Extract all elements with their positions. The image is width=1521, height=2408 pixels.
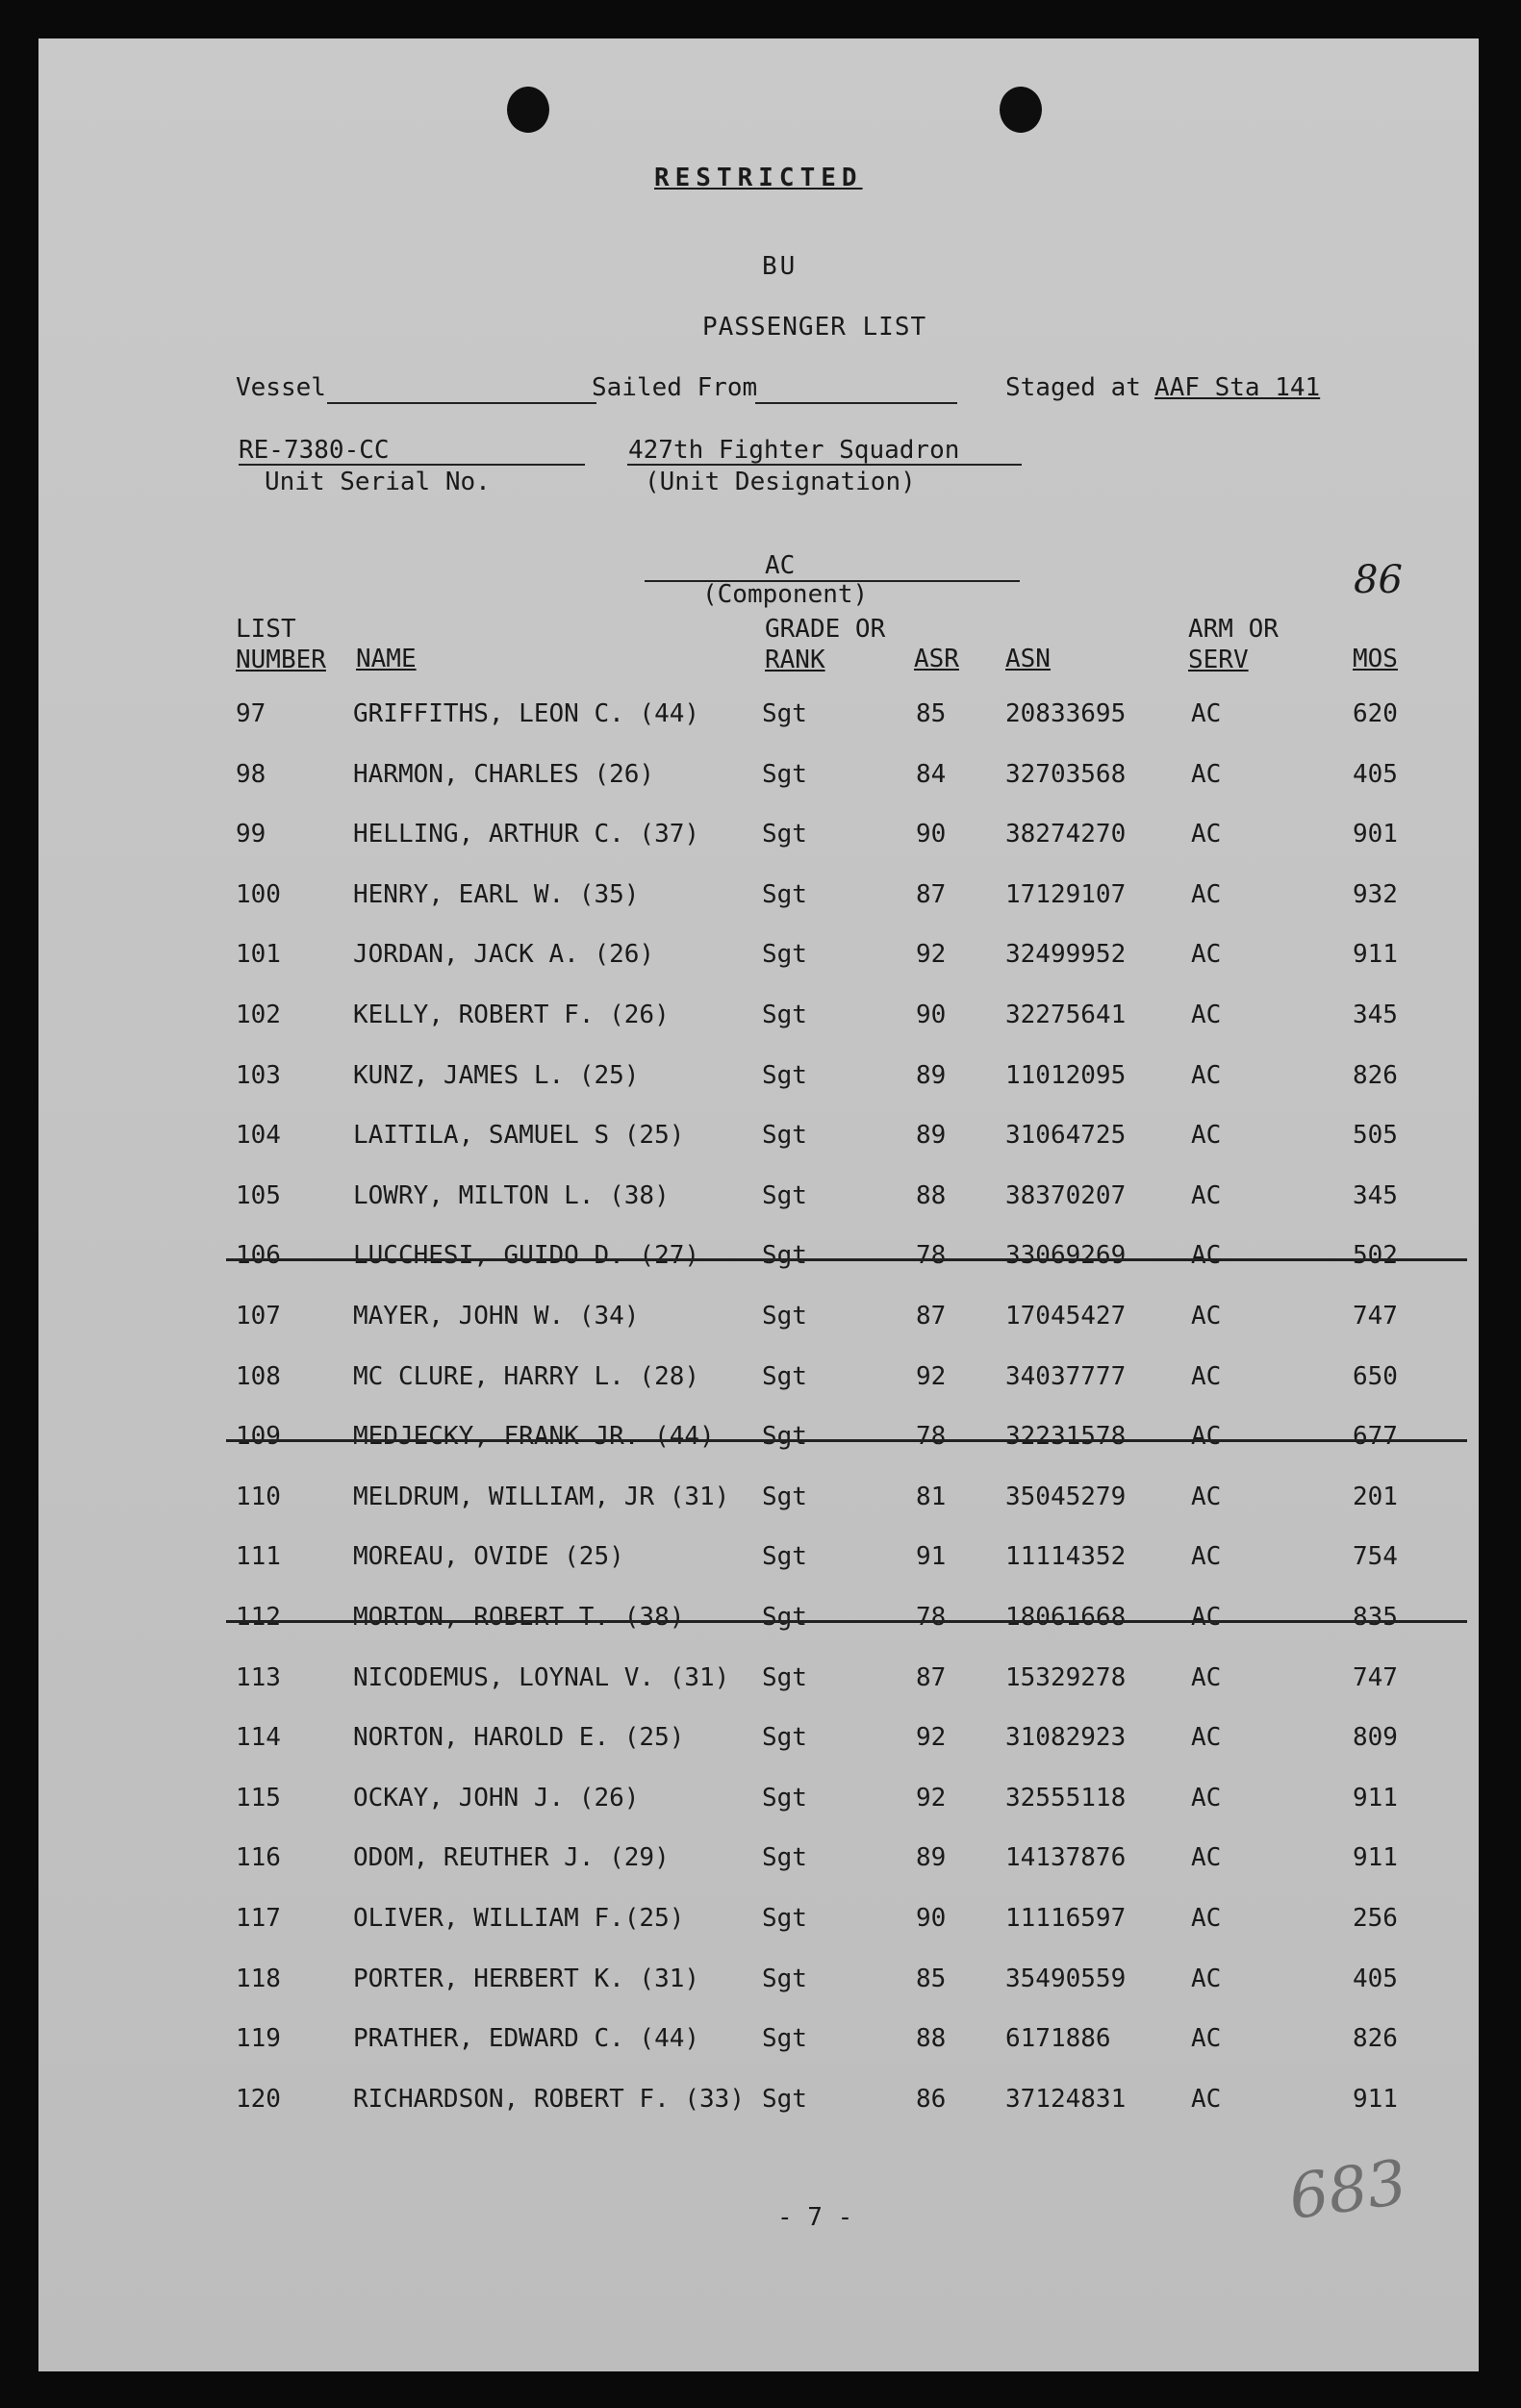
table-row (38, 1542, 1479, 1581)
row-asn: 32275641 (1005, 1001, 1127, 1029)
row-asr: 87 (916, 1302, 947, 1331)
row-grade: Sgt (762, 1603, 807, 1632)
punch-hole-right (1000, 87, 1042, 133)
col-arm-line2: SERV (1188, 646, 1249, 674)
row-arm: AC (1191, 1361, 1222, 1391)
row-list-number: 113 (236, 1662, 281, 1692)
row-name: NORTON, HAROLD E. (25) (353, 1723, 685, 1753)
row-grade: Sgt (762, 1482, 807, 1511)
col-list-number-line1: LIST (236, 615, 296, 644)
row-asr: 85 (916, 699, 947, 728)
row-name: ODOM, REUTHER J. (29) (353, 1843, 670, 1873)
table-row (38, 1001, 1479, 1039)
row-list-number: 109 (236, 1422, 281, 1452)
table-row (38, 880, 1479, 919)
unit-serial-label: Unit Serial No. (265, 468, 491, 496)
row-mos: 911 (1353, 2084, 1398, 2114)
handwritten-number: 683 (1284, 2146, 1411, 2235)
row-asn: 11012095 (1005, 1060, 1127, 1090)
row-grade: Sgt (762, 1843, 807, 1873)
row-list-number: 97 (236, 699, 266, 728)
row-arm: AC (1191, 1843, 1222, 1873)
row-grade: Sgt (762, 1542, 807, 1572)
row-grade: Sgt (762, 1121, 807, 1151)
row-asr: 91 (916, 1542, 947, 1572)
row-name: MAYER, JOHN W. (34) (353, 1302, 640, 1331)
row-arm: AC (1191, 820, 1222, 849)
table-row (38, 1483, 1479, 1521)
row-mos: 345 (1353, 1001, 1398, 1029)
table-row (38, 1843, 1479, 1882)
vessel-label: Vessel (236, 373, 326, 402)
table-row (38, 1904, 1479, 1942)
row-list-number: 112 (236, 1603, 281, 1632)
col-arm (1188, 614, 1279, 675)
row-name: OCKAY, JOHN J. (26) (353, 1783, 640, 1812)
row-mos: 754 (1353, 1542, 1398, 1572)
col-grade (765, 614, 885, 675)
row-arm: AC (1191, 1180, 1222, 1210)
row-arm: AC (1191, 759, 1222, 789)
table-row (38, 1723, 1479, 1762)
col-mos: MOS (1353, 645, 1398, 673)
row-asn: 32499952 (1005, 940, 1127, 970)
row-grade: Sgt (762, 940, 807, 970)
row-asn: 6171886 (1005, 2024, 1111, 2054)
row-asr: 84 (916, 759, 947, 789)
strikethrough-line (226, 1258, 1467, 1261)
row-grade: Sgt (762, 879, 807, 909)
table-row (38, 1181, 1479, 1220)
row-mos: 826 (1353, 1060, 1398, 1090)
row-asn: 18061668 (1005, 1603, 1127, 1632)
row-arm: AC (1191, 1121, 1222, 1151)
row-mos: 405 (1353, 759, 1398, 789)
row-list-number: 115 (236, 1783, 281, 1812)
row-asn: 31064725 (1005, 1121, 1127, 1151)
unit-designation-value: 427th Fighter Squadron (628, 436, 960, 465)
row-list-number: 116 (236, 1843, 281, 1873)
row-name: LOWRY, MILTON L. (38) (353, 1180, 670, 1210)
row-arm: AC (1191, 1241, 1222, 1271)
row-grade: Sgt (762, 1361, 807, 1391)
row-arm: AC (1191, 1964, 1222, 1993)
row-grade: Sgt (762, 1302, 807, 1331)
row-mos: 747 (1353, 1302, 1398, 1331)
row-name: GRIFFITHS, LEON C. (44) (353, 699, 700, 728)
row-asr: 88 (916, 2024, 947, 2054)
page-number: - 7 - (777, 2203, 853, 2232)
row-grade: Sgt (762, 2084, 807, 2114)
document-title: PASSENGER LIST (702, 313, 927, 342)
row-arm: AC (1191, 1422, 1222, 1452)
row-mos: 201 (1353, 1482, 1398, 1511)
row-name: JORDAN, JACK A. (26) (353, 940, 655, 970)
row-name: NICODEMUS, LOYNAL V. (31) (353, 1662, 730, 1692)
row-arm: AC (1191, 699, 1222, 728)
row-arm: AC (1191, 2084, 1222, 2114)
row-arm: AC (1191, 1482, 1222, 1511)
punch-hole-left (507, 87, 549, 133)
row-list-number: 105 (236, 1180, 281, 1210)
row-name: MOREAU, OVIDE (25) (353, 1542, 624, 1572)
row-asr: 89 (916, 1060, 947, 1090)
row-asn: 15329278 (1005, 1662, 1127, 1692)
row-asr: 90 (916, 820, 947, 849)
row-arm: AC (1191, 1001, 1222, 1029)
table-row (38, 1362, 1479, 1401)
row-asn: 34037777 (1005, 1361, 1127, 1391)
table-row (38, 940, 1479, 978)
row-name: LAITILA, SAMUEL S (25) (353, 1121, 685, 1151)
row-asn: 31082923 (1005, 1723, 1127, 1753)
row-mos: 911 (1353, 940, 1398, 970)
row-mos: 809 (1353, 1723, 1398, 1753)
row-asn: 38370207 (1005, 1180, 1127, 1210)
row-name: MORTON, ROBERT T. (38) (353, 1603, 685, 1632)
col-asn: ASN (1005, 645, 1051, 673)
row-list-number: 102 (236, 1001, 281, 1029)
row-list-number: 101 (236, 940, 281, 970)
table-row (38, 1964, 1479, 2003)
row-grade: Sgt (762, 1662, 807, 1692)
row-arm: AC (1191, 1723, 1222, 1753)
row-list-number: 107 (236, 1302, 281, 1331)
row-mos: 826 (1353, 2024, 1398, 2054)
row-name: MEDJECKY, FRANK JR. (44) (353, 1422, 715, 1452)
document-page (38, 38, 1479, 2371)
row-grade: Sgt (762, 1723, 807, 1753)
row-list-number: 100 (236, 879, 281, 909)
table-row (38, 820, 1479, 858)
row-asn: 17129107 (1005, 879, 1127, 909)
row-arm: AC (1191, 879, 1222, 909)
sailed-from-label: Sailed From (592, 373, 758, 402)
row-name: HELLING, ARTHUR C. (37) (353, 820, 700, 849)
row-mos: 911 (1353, 1783, 1398, 1812)
row-list-number: 117 (236, 1904, 281, 1933)
row-asr: 85 (916, 1964, 947, 1993)
row-asn: 35490559 (1005, 1964, 1127, 1993)
col-grade-line1: GRADE OR (765, 615, 886, 644)
row-list-number: 110 (236, 1482, 281, 1511)
unit-designation-underline (627, 464, 1022, 466)
table-row (38, 1302, 1479, 1340)
row-asr: 89 (916, 1121, 947, 1151)
row-asr: 88 (916, 1180, 947, 1210)
row-arm: AC (1191, 940, 1222, 970)
row-name: PRATHER, EDWARD C. (44) (353, 2024, 700, 2054)
row-grade: Sgt (762, 699, 807, 728)
row-mos: 256 (1353, 1904, 1398, 1933)
row-list-number: 119 (236, 2024, 281, 2054)
col-list-number (236, 614, 326, 675)
row-name: MC CLURE, HARRY L. (28) (353, 1361, 700, 1391)
row-mos: 835 (1353, 1603, 1398, 1632)
row-asr: 90 (916, 1001, 947, 1029)
row-mos: 405 (1353, 1964, 1398, 1993)
row-asr: 87 (916, 879, 947, 909)
row-name: MELDRUM, WILLIAM, JR (31) (353, 1482, 730, 1511)
row-arm: AC (1191, 1542, 1222, 1572)
vessel-blank (327, 402, 596, 404)
row-list-number: 99 (236, 820, 266, 849)
unit-serial-value: RE-7380-CC (239, 436, 390, 465)
col-list-number-line2: NUMBER (236, 646, 326, 674)
col-name: NAME (356, 645, 417, 673)
row-name: HARMON, CHARLES (26) (353, 759, 655, 789)
row-list-number: 108 (236, 1361, 281, 1391)
row-list-number: 106 (236, 1241, 281, 1271)
unit-designation-label: (Unit Designation) (645, 468, 916, 496)
row-name: LUCCHESI, GUIDO D. (27) (353, 1241, 700, 1271)
row-grade: Sgt (762, 1422, 807, 1452)
row-list-number: 120 (236, 2084, 281, 2114)
unit-serial-underline (239, 464, 585, 466)
col-arm-line1: ARM OR (1188, 615, 1279, 644)
row-grade: Sgt (762, 759, 807, 789)
row-name: RICHARDSON, ROBERT F. (33) (353, 2084, 745, 2114)
page-mark: 86 (1354, 558, 1403, 602)
row-name: KELLY, ROBERT F. (26) (353, 1001, 670, 1029)
classification-heading: RESTRICTED (654, 164, 863, 192)
row-arm: AC (1191, 1904, 1222, 1933)
table-row (38, 1061, 1479, 1100)
row-list-number: 98 (236, 759, 266, 789)
row-mos: 650 (1353, 1361, 1398, 1391)
row-asn: 14137876 (1005, 1843, 1127, 1873)
row-asn: 38274270 (1005, 820, 1127, 849)
table-row (38, 1121, 1479, 1159)
row-name: KUNZ, JAMES L. (25) (353, 1060, 640, 1090)
row-arm: AC (1191, 1783, 1222, 1812)
row-asn: 35045279 (1005, 1482, 1127, 1511)
row-mos: 502 (1353, 1241, 1398, 1271)
staged-at-value: AAF Sta 141 (1154, 373, 1321, 402)
table-row-struck (38, 1241, 1479, 1280)
component-value: AC (765, 551, 796, 580)
table-row (38, 1663, 1479, 1702)
col-grade-line2: RANK (765, 646, 825, 674)
row-asn: 17045427 (1005, 1302, 1127, 1331)
row-list-number: 118 (236, 1964, 281, 1993)
row-asr: 90 (916, 1904, 947, 1933)
row-list-number: 111 (236, 1542, 281, 1572)
row-grade: Sgt (762, 820, 807, 849)
row-mos: 505 (1353, 1121, 1398, 1151)
row-mos: 911 (1353, 1843, 1398, 1873)
row-list-number: 103 (236, 1060, 281, 1090)
table-row (38, 2024, 1479, 2063)
table-row (38, 2085, 1479, 2123)
row-name: HENRY, EARL W. (35) (353, 879, 640, 909)
table-row (38, 760, 1479, 798)
row-asr: 87 (916, 1662, 947, 1692)
row-mos: 747 (1353, 1662, 1398, 1692)
row-asn: 11116597 (1005, 1904, 1127, 1933)
row-grade: Sgt (762, 2024, 807, 2054)
row-arm: AC (1191, 2024, 1222, 2054)
row-mos: 901 (1353, 820, 1398, 849)
row-grade: Sgt (762, 1783, 807, 1812)
row-asr: 89 (916, 1843, 947, 1873)
row-asn: 32555118 (1005, 1783, 1127, 1812)
row-asr: 92 (916, 1783, 947, 1812)
row-list-number: 114 (236, 1723, 281, 1753)
row-grade: Sgt (762, 1964, 807, 1993)
table-row-struck (38, 1422, 1479, 1460)
row-grade: Sgt (762, 1241, 807, 1271)
row-asn: 32231578 (1005, 1422, 1127, 1452)
row-asn: 11114352 (1005, 1542, 1127, 1572)
row-mos: 620 (1353, 699, 1398, 728)
row-asr: 86 (916, 2084, 947, 2114)
row-asn: 32703568 (1005, 759, 1127, 789)
row-name: OLIVER, WILLIAM F.(25) (353, 1904, 685, 1933)
row-grade: Sgt (762, 1001, 807, 1029)
row-mos: 677 (1353, 1422, 1398, 1452)
row-asr: 81 (916, 1482, 947, 1511)
strikethrough-line (226, 1439, 1467, 1442)
row-asr: 92 (916, 940, 947, 970)
row-arm: AC (1191, 1603, 1222, 1632)
row-asr: 78 (916, 1241, 947, 1271)
row-grade: Sgt (762, 1180, 807, 1210)
row-arm: AC (1191, 1662, 1222, 1692)
row-asr: 78 (916, 1422, 947, 1452)
strikethrough-line (226, 1620, 1467, 1623)
row-mos: 932 (1353, 879, 1398, 909)
sailed-from-blank (755, 402, 957, 404)
row-asr: 92 (916, 1361, 947, 1391)
col-asr: ASR (914, 645, 959, 673)
component-label: (Component) (702, 580, 869, 609)
document-code: BU (762, 252, 799, 281)
row-asn: 37124831 (1005, 2084, 1127, 2114)
row-asr: 92 (916, 1723, 947, 1753)
row-asn: 20833695 (1005, 699, 1127, 728)
table-row (38, 699, 1479, 738)
table-row (38, 1784, 1479, 1822)
table-row-struck (38, 1603, 1479, 1641)
staged-at-label: Staged at (1005, 373, 1141, 402)
row-name: PORTER, HERBERT K. (31) (353, 1964, 700, 1993)
row-arm: AC (1191, 1302, 1222, 1331)
row-list-number: 104 (236, 1121, 281, 1151)
row-grade: Sgt (762, 1060, 807, 1090)
row-arm: AC (1191, 1060, 1222, 1090)
row-asn: 33069269 (1005, 1241, 1127, 1271)
row-grade: Sgt (762, 1904, 807, 1933)
row-asr: 78 (916, 1603, 947, 1632)
row-mos: 345 (1353, 1180, 1398, 1210)
